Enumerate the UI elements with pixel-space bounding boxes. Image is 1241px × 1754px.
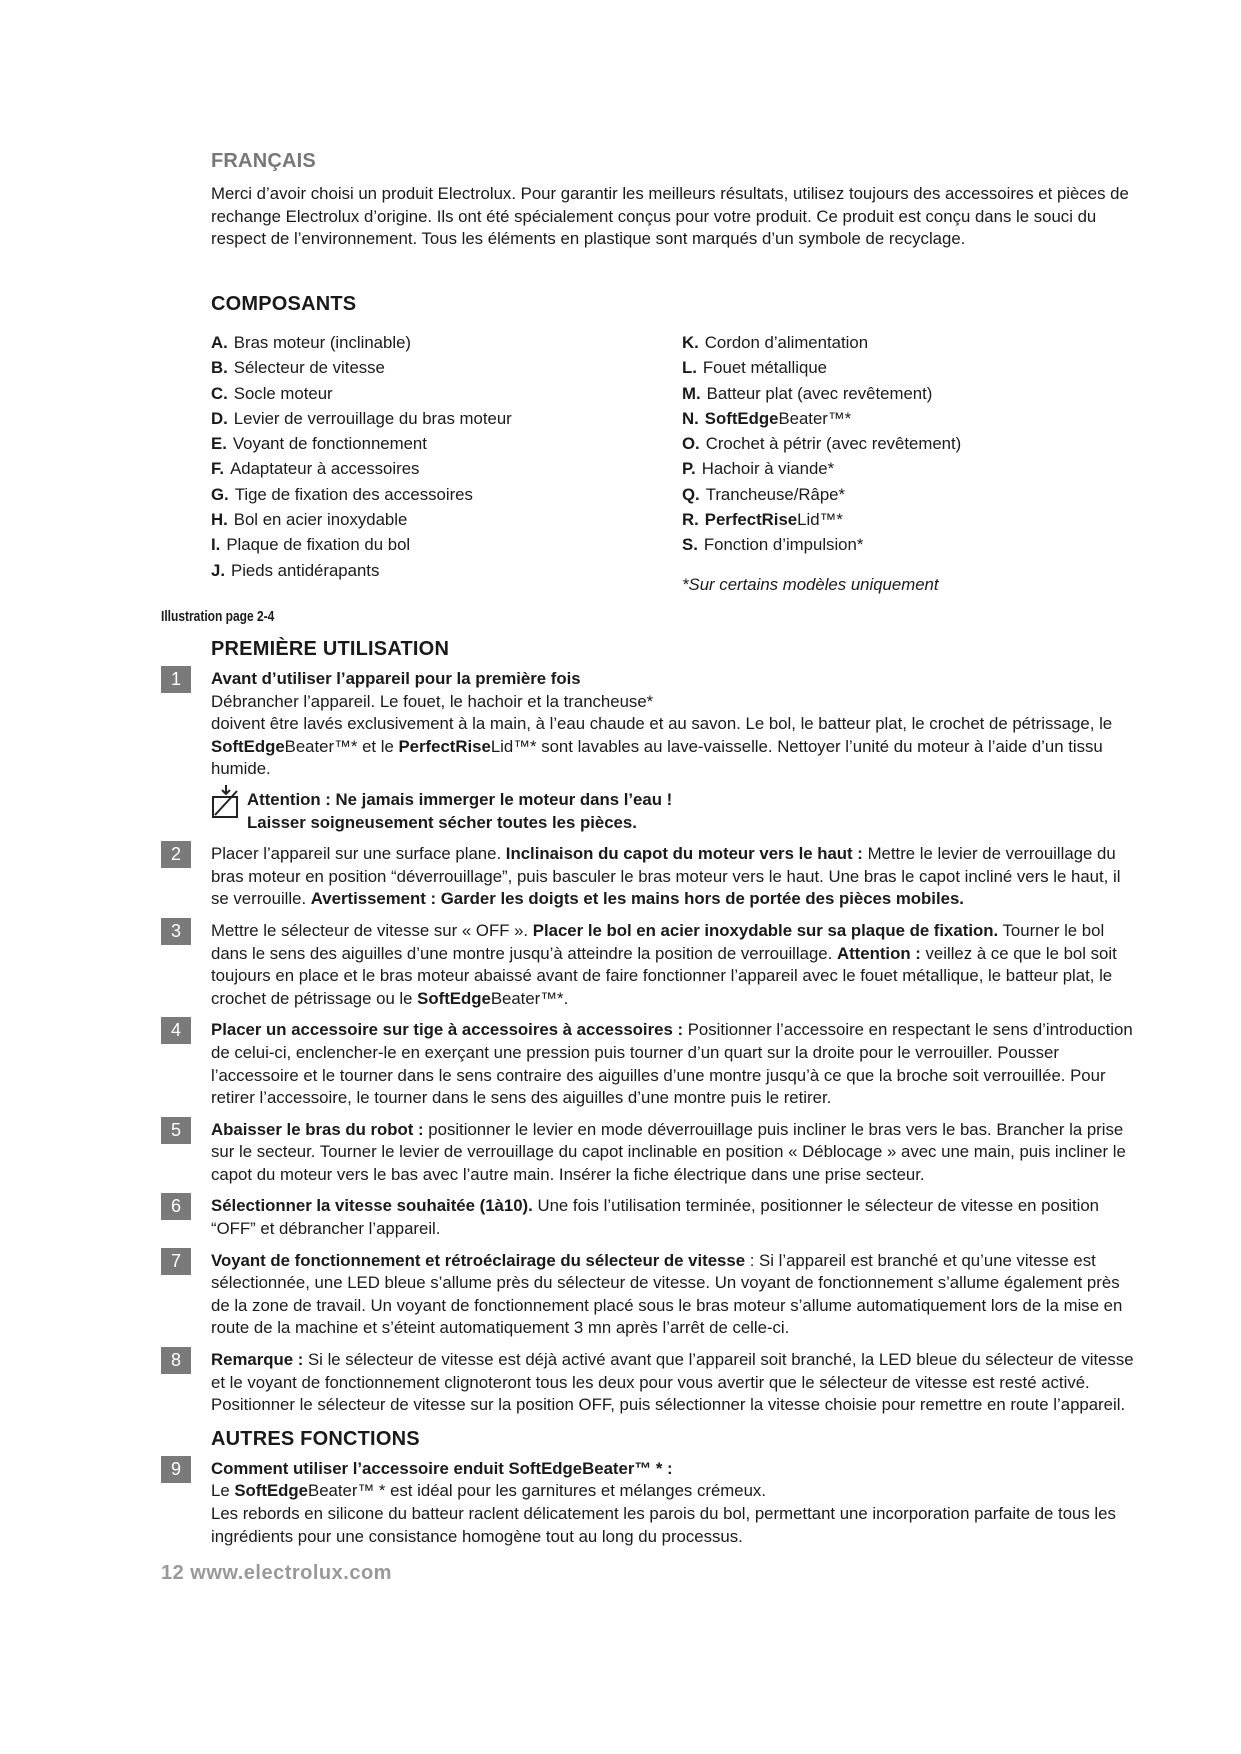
component-item bbox=[211, 381, 512, 406]
b: Inclinaison du capot du moteur vers le haut : bbox=[505, 844, 863, 864]
step-3 bbox=[161, 920, 1141, 1010]
component-item bbox=[682, 355, 961, 380]
component-label: Bol en acier inoxydable bbox=[233, 510, 408, 530]
b: SoftEdge bbox=[211, 736, 285, 756]
step-9-desc: Les rebords en silicone du batteur raclent délicatement les parois du bol, permettant une incorporation parfaite de tous les ingrédients pour une consistance homogène tout au long du processus. bbox=[211, 1504, 1116, 1546]
component-label: Levier de verrouillage du bras moteur bbox=[233, 408, 512, 428]
b: Avertissement : Garder les doigts et les mains hors de portée des pièces mobiles. bbox=[310, 889, 964, 909]
step-3-text bbox=[211, 920, 1141, 1010]
component-letter: F. bbox=[211, 459, 225, 479]
component-letter: R. bbox=[682, 510, 699, 530]
component-item bbox=[211, 355, 512, 380]
component-letter: C. bbox=[211, 383, 228, 403]
t: Placer l’appareil sur une surface plane. bbox=[211, 844, 506, 864]
component-item bbox=[682, 381, 961, 406]
component-letter: B. bbox=[211, 358, 228, 378]
component-letter: M. bbox=[682, 383, 701, 403]
component-label: Pieds antidérapants bbox=[231, 560, 380, 580]
b: SoftEdge bbox=[417, 988, 491, 1008]
b: Placer le bol en acier inoxydable sur sa plaque de fixation. bbox=[532, 920, 999, 940]
step-7-text bbox=[211, 1250, 1141, 1340]
component-label: Bras moteur (inclinable) bbox=[233, 333, 411, 352]
t: Le bbox=[211, 1481, 235, 1501]
b: SoftEdge bbox=[234, 1481, 308, 1501]
warning-lines bbox=[247, 785, 672, 834]
component-item bbox=[211, 558, 512, 583]
component-item bbox=[682, 532, 961, 557]
t: Beater™ * est idéal pour les garnitures et mélanges crémeux. bbox=[308, 1481, 766, 1501]
component-item bbox=[682, 456, 961, 481]
component-item bbox=[211, 456, 512, 481]
first-use-heading: PREMIÈRE UTILISATION bbox=[211, 638, 450, 660]
component-brand: PerfectRise bbox=[704, 510, 798, 530]
b: Abaisser le bras du robot : bbox=[211, 1119, 424, 1139]
component-label: Lid™* bbox=[797, 510, 843, 530]
component-label: Sélecteur de vitesse bbox=[233, 358, 385, 378]
step-9-title bbox=[211, 1458, 1141, 1481]
component-item bbox=[211, 507, 512, 532]
warning-line-a: Attention : Ne jamais immerger le moteur dans l’eau ! bbox=[247, 789, 673, 809]
t: Lid™* sont lavables au lave-vaisselle. Nettoyer l’unité du moteur à l’aide d’un tissu humide. bbox=[211, 736, 1103, 779]
t: veillez à ce que le bol soit toujours en place et le bras moteur abaissé avant de faire fonctionner l’appareil avec le fouet métallique, le batteur plat, le crochet de pétrissage ou le bbox=[211, 943, 1117, 1008]
component-label: Hachoir à viande* bbox=[701, 459, 835, 479]
component-letter: G. bbox=[211, 484, 229, 504]
component-item bbox=[682, 330, 961, 355]
t: Mettre le sélecteur de vitesse sur « OFF ». bbox=[211, 920, 533, 940]
component-letter: O. bbox=[682, 434, 700, 454]
component-label: Voyant de fonctionnement bbox=[232, 434, 427, 454]
component-letter: I. bbox=[211, 535, 221, 555]
component-item bbox=[211, 406, 512, 431]
step-1-text bbox=[211, 713, 1141, 781]
step-badge: 4 bbox=[161, 1017, 191, 1044]
step-9 bbox=[161, 1458, 1141, 1548]
step-8-text bbox=[211, 1349, 1141, 1417]
warning-line-b: Laisser soigneusement sécher toutes les pièces. bbox=[247, 812, 637, 832]
component-item bbox=[211, 330, 512, 355]
component-label: Batteur plat (avec revêtement) bbox=[706, 383, 933, 403]
component-brand: SoftEdge bbox=[704, 408, 779, 428]
b: Placer un accessoire sur tige à accessoires à accessoires : bbox=[211, 1020, 684, 1040]
step-badge: 5 bbox=[161, 1117, 191, 1144]
component-item bbox=[682, 431, 961, 456]
step-4 bbox=[161, 1019, 1141, 1109]
b: Sélectionner la vitesse souhaitée (1à10). bbox=[211, 1196, 533, 1216]
component-label: Tige de fixation des accessoires bbox=[234, 484, 473, 504]
step-badge: 2 bbox=[161, 841, 191, 868]
component-item bbox=[682, 482, 961, 507]
b: Voyant de fonctionnement et rétroéclairage du sélecteur de vitesse bbox=[211, 1250, 746, 1270]
t: Beater™*. bbox=[490, 988, 569, 1008]
b: PerfectRise bbox=[398, 736, 491, 756]
page-footer: 12 www.electrolux.com bbox=[161, 1562, 392, 1585]
b: Attention : bbox=[836, 943, 921, 963]
t: Tourner le bol dans le sens des aiguilles d’une montre jusqu’à atteindre la position de verrouillage. bbox=[211, 920, 1105, 963]
language-heading: FRANÇAIS bbox=[211, 150, 316, 172]
models-note bbox=[682, 572, 939, 597]
t: Positionner l’accessoire en respectant le sens d’introduction de celui-ci, enclencher-le en exerçant une pression puis tourner d’un quart sur la droite pour le verrouiller. Pousser l’accessoire et le tourner dans le sens contraire des aiguilles d’une montre jusqu’à ce que la broche soit verrouillée. Pour retirer l’accessoire, le tourner dans le sens des aiguilles d’une montre puis le retirer. bbox=[211, 1020, 1133, 1108]
t: Mettre le levier de verrouillage du bras moteur en position “déverrouillage”, puis basculer le bras moteur vers le haut. Une bras le capot incliné vers le haut, il se verrouille. bbox=[211, 844, 1121, 909]
component-letter: S. bbox=[682, 535, 698, 555]
step-badge: 9 bbox=[161, 1456, 191, 1483]
t: : Si l’appareil est branché et qu’une vitesse est sélectionnée, une LED bleue s’allume près du sélecteur de vitesse. Un voyant de fonctionnement s’allume également près de la zone de travail. Un voyant de fonctionnement placé sous le bras moteur s’allume automatiquement lors de la mise en route de la machine et s’éteint automatiquement 3 mn après l’arrêt de celle-ci. bbox=[211, 1250, 1123, 1338]
components-list-right bbox=[682, 330, 961, 558]
component-letter: D. bbox=[211, 408, 228, 428]
component-letter: A. bbox=[211, 333, 228, 352]
step-badge: 6 bbox=[161, 1193, 191, 1220]
component-label: Beater™* bbox=[778, 408, 852, 428]
step-2 bbox=[161, 843, 1141, 911]
component-letter: H. bbox=[211, 510, 228, 530]
step-1-line-b: Avant d’utiliser l’appareil pour la première fois bbox=[211, 669, 581, 688]
other-functions-heading: AUTRES FONCTIONS bbox=[211, 1427, 420, 1450]
step-2-text bbox=[211, 843, 1141, 911]
b: Comment utiliser l’accessoire enduit SoftEdge bbox=[211, 1458, 583, 1478]
t: Si le sélecteur de vitesse est déjà activé avant que l’appareil soit branché, la LED bleue du sélecteur de vitesse et le voyant de fonctionnement clignoteront tous les deux pour vous avertir que le sélecteur de vitesse est resté activé. Positionner le sélecteur de vitesse sur la position OFF, puis sélectionner la vitesse choisie pour remettre en route l’appareil. bbox=[211, 1350, 1134, 1415]
component-item bbox=[211, 482, 512, 507]
step-5 bbox=[161, 1119, 1141, 1187]
b: Beater™ * : bbox=[582, 1458, 673, 1478]
models-note-text: *Sur certains modèles uniquement bbox=[682, 575, 939, 594]
component-item bbox=[682, 507, 961, 532]
component-label: Cordon d’alimentation bbox=[704, 333, 869, 352]
component-item bbox=[211, 532, 512, 557]
component-label: Plaque de fixation du bol bbox=[226, 535, 411, 555]
step-badge: 3 bbox=[161, 918, 191, 945]
t: Beater™* et le bbox=[284, 736, 399, 756]
component-letter: Q. bbox=[682, 484, 700, 504]
step-1-warning bbox=[211, 785, 1141, 834]
intro-paragraph: Merci d’avoir choisi un produit Electrolux. Pour garantir les meilleurs résultats, utilisez toujours des accessoires et pièces de rechange Electrolux d’origine. Ils ont été spécialement conçus pour votre produit. Ce produit est conçu dans le souci du respect de l’environnement. Tous les éléments en plastique sont marqués d’un symbole de recyclage. bbox=[211, 184, 1129, 249]
component-letter: L. bbox=[682, 358, 697, 378]
step-5-text bbox=[211, 1119, 1141, 1187]
step-badge: 1 bbox=[161, 666, 191, 693]
step-1 bbox=[161, 668, 1141, 834]
components-list-left bbox=[211, 330, 512, 583]
step-badge: 8 bbox=[161, 1347, 191, 1374]
component-label: Socle moteur bbox=[233, 383, 333, 403]
component-label: Trancheuse/Râpe* bbox=[705, 484, 846, 504]
component-letter: P. bbox=[682, 459, 696, 479]
component-label: Adaptateur à accessoires bbox=[230, 459, 420, 479]
illustration-reference: Illustration page 2-4 bbox=[161, 608, 275, 625]
component-item bbox=[682, 406, 961, 431]
step-6 bbox=[161, 1195, 1141, 1240]
step-6-text bbox=[211, 1195, 1141, 1240]
component-label: Fouet métallique bbox=[702, 358, 827, 378]
t: Une fois l’utilisation terminée, positionner le sélecteur de vitesse en position “OFF” et débrancher l’appareil. bbox=[211, 1196, 1100, 1239]
component-item bbox=[211, 431, 512, 456]
component-letter: J. bbox=[211, 560, 225, 580]
components-heading: COMPOSANTS bbox=[211, 293, 357, 315]
b: Remarque : bbox=[211, 1350, 304, 1370]
t: positionner le levier en mode déverrouillage puis incliner le bras vers le bas. Brancher la prise sur le secteur. Tourner le levier de verrouillage du capot inclinable en position « Déblocage » avec une main, puis incliner le capot du moteur vers le bas avec l’autre main. Insérer la fiche électrique dans une prise secteur. bbox=[211, 1119, 1126, 1184]
step-9-line bbox=[211, 1480, 1141, 1503]
component-letter: K. bbox=[682, 333, 699, 352]
t: doivent être lavés exclusivement à la main, à l’eau chaude et au savon. Le bol, le batteur plat, le crochet de pétrissage, le bbox=[211, 714, 1113, 734]
component-label: Fonction d’impulsion* bbox=[703, 535, 864, 555]
component-label: Crochet à pétrir (avec revêtement) bbox=[705, 434, 962, 454]
step-badge: 7 bbox=[161, 1248, 191, 1275]
component-letter: N. bbox=[682, 408, 699, 428]
instructions-section bbox=[161, 606, 1141, 1585]
step-4-text bbox=[211, 1019, 1141, 1109]
step-8 bbox=[161, 1349, 1141, 1417]
step-7 bbox=[161, 1250, 1141, 1340]
step-1-line-a: Débrancher l’appareil. Le fouet, le hachoir et la trancheuse* bbox=[211, 691, 654, 711]
component-letter: E. bbox=[211, 434, 227, 454]
do-not-immerse-icon bbox=[211, 785, 241, 826]
